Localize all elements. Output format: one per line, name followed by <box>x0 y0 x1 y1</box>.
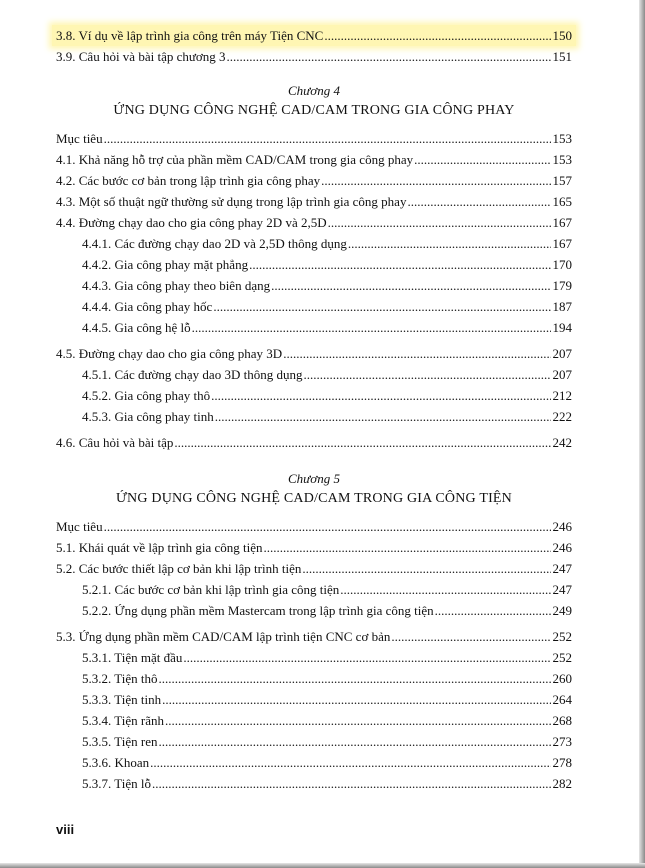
toc-entry-page: 252 <box>552 629 572 644</box>
dot-leader <box>264 537 551 558</box>
toc-entry-muc-tieu <box>56 128 572 149</box>
toc-entry-page: 153 <box>552 131 572 146</box>
toc-entry-page: 167 <box>552 215 572 230</box>
toc-entry-4-5-2 <box>56 385 572 406</box>
toc-entry-4-5-1 <box>56 364 572 385</box>
toc-entry-4-4 <box>56 212 572 233</box>
toc-entry-page: 278 <box>552 755 572 770</box>
toc-entry-page: 273 <box>552 734 572 749</box>
toc-entry-label: 4.1. Khả năng hỗ trợ của phần mềm CAD/CAM trong gia công phay <box>56 152 414 167</box>
toc-entry-page: 157 <box>552 173 572 188</box>
toc-entry-label: 4.4.1. Các đường chạy dao 2D và 2,5D thông dụng <box>82 236 347 251</box>
toc-entry-label: 4.2. Các bước cơ bản trong lập trình gia công phay <box>56 173 321 188</box>
toc-entry-label: 4.5.1. Các đường chạy dao 3D thông dụng <box>82 367 303 382</box>
chapter-4-heading: ỨNG DỤNG CÔNG NGHỆ CAD/CAM TRONG GIA CÔNG PHAY <box>113 103 515 118</box>
dot-leader <box>158 731 551 752</box>
chapter-5-title: Chương 5 <box>288 471 340 486</box>
dot-leader <box>271 275 551 296</box>
toc-entry-5-1 <box>56 537 572 558</box>
toc-entry-page: 260 <box>552 671 572 686</box>
dot-leader <box>391 626 551 647</box>
toc-entry-5-3-4 <box>56 710 572 731</box>
toc-entry-label: 5.3.5. Tiện ren <box>82 734 158 749</box>
toc-entry-page: 222 <box>552 409 572 424</box>
toc-entry-page: 151 <box>552 49 572 64</box>
toc-entry-page: 212 <box>552 388 572 403</box>
toc-entry-label: 5.3.2. Tiện thô <box>82 671 158 686</box>
toc-entry-page: 207 <box>552 346 572 361</box>
dot-leader <box>324 25 551 46</box>
dot-leader <box>174 432 551 453</box>
dot-leader <box>340 579 551 600</box>
toc-entry-label: 4.4. Đường chạy dao cho gia công phay 2D và 2,5D <box>56 215 327 230</box>
toc-entry-5-2-1 <box>56 579 572 600</box>
toc-entry-label: 3.8. Ví dụ về lập trình gia công trên máy Tiện CNC <box>56 28 324 43</box>
dot-leader <box>192 317 551 338</box>
toc-entry-4-5 <box>56 343 572 364</box>
dot-leader <box>348 233 551 254</box>
toc-entry-label: 5.3.1. Tiện mặt đầu <box>82 650 183 665</box>
toc-entry-5-3-3 <box>56 689 572 710</box>
toc-entry-page: 247 <box>552 582 572 597</box>
dot-leader <box>283 343 551 364</box>
toc-entry-4-4-4 <box>56 296 572 317</box>
toc-entry-page: 165 <box>552 194 572 209</box>
toc-entry-label: 5.2.2. Ứng dụng phần mềm Mastercam trong lập trình gia công tiện <box>82 603 434 618</box>
dot-leader <box>328 212 551 233</box>
toc-entry-4-5-3 <box>56 406 572 427</box>
toc-entry-page: 207 <box>552 367 572 382</box>
toc-entry-page: 264 <box>552 692 572 707</box>
dot-leader <box>183 647 551 668</box>
chapter-5-heading: ỨNG DỤNG CÔNG NGHỆ CAD/CAM TRONG GIA CÔNG TIỆN <box>116 491 512 506</box>
toc-entry-page: 252 <box>552 650 572 665</box>
dot-leader <box>159 668 552 689</box>
toc-entry-label: 5.3. Ứng dụng phần mềm CAD/CAM lập trình tiện CNC cơ bản <box>56 629 391 644</box>
toc-entry-label: Mục tiêu <box>56 519 103 534</box>
toc-entry-4-4-1 <box>56 233 572 254</box>
toc-entry-4-4-5 <box>56 317 572 338</box>
dot-leader <box>303 364 551 385</box>
toc-entry-label: 5.3.4. Tiện rãnh <box>82 713 164 728</box>
toc-entry-3-8 <box>52 25 576 46</box>
toc-entry-5-2 <box>56 558 572 579</box>
dot-leader <box>165 710 551 731</box>
toc-entry-5-3-6 <box>56 752 572 773</box>
toc-entry-5-3-2 <box>56 668 572 689</box>
table-of-contents <box>56 25 572 794</box>
toc-entry-page: 170 <box>552 257 572 272</box>
toc-entry-page: 268 <box>552 713 572 728</box>
toc-entry-label: 4.4.5. Gia công hệ lỗ <box>82 320 191 335</box>
toc-entry-label: 4.4.3. Gia công phay theo biên dạng <box>82 278 271 293</box>
toc-entry-page: 242 <box>552 435 572 450</box>
dot-leader <box>162 689 551 710</box>
toc-entry-page: 179 <box>552 278 572 293</box>
dot-leader <box>321 170 551 191</box>
toc-entry-page: 247 <box>552 561 572 576</box>
toc-entry-4-3 <box>56 191 572 212</box>
toc-entry-3-9 <box>56 46 572 67</box>
toc-entry-page: 249 <box>552 603 572 618</box>
toc-entry-label: Mục tiêu <box>56 131 103 146</box>
toc-entry-label: 4.5. Đường chạy dao cho gia công phay 3D <box>56 346 283 361</box>
toc-entry-label: 4.5.3. Gia công phay tinh <box>82 409 214 424</box>
dot-leader <box>213 296 551 317</box>
toc-entry-page: 194 <box>552 320 572 335</box>
toc-entry-page: 246 <box>552 519 572 534</box>
dot-leader <box>215 406 551 427</box>
toc-entry-page: 187 <box>552 299 572 314</box>
dot-leader <box>227 46 551 67</box>
toc-entry-4-6 <box>56 432 572 453</box>
toc-entry-4-2 <box>56 170 572 191</box>
toc-entry-label: 5.3.7. Tiện lỗ <box>82 776 151 791</box>
toc-entry-5-3 <box>56 626 572 647</box>
toc-entry-page: 282 <box>552 776 572 791</box>
toc-entry-label: 4.3. Một số thuật ngữ thường sử dụng trong lập trình gia công phay <box>56 194 407 209</box>
dot-leader <box>104 516 551 537</box>
toc-entry-4-4-3 <box>56 275 572 296</box>
toc-entry-label: 5.3.6. Khoan <box>82 755 150 770</box>
toc-entry-4-4-2 <box>56 254 572 275</box>
toc-entry-page: 150 <box>552 28 572 43</box>
dot-leader <box>302 558 551 579</box>
toc-entry-label: 5.2.1. Các bước cơ bản khi lập trình gia công tiện <box>82 582 340 597</box>
toc-entry-page: 153 <box>552 152 572 167</box>
toc-entry-label: 4.4.2. Gia công phay mặt phẳng <box>82 257 249 272</box>
dot-leader <box>104 128 551 149</box>
toc-entry-label: 5.2. Các bước thiết lập cơ bản khi lập trình tiện <box>56 561 302 576</box>
toc-entry-label: 4.4.4. Gia công phay hốc <box>82 299 213 314</box>
chapter-4-title: Chương 4 <box>288 83 340 98</box>
toc-entry-label: 4.5.2. Gia công phay thô <box>82 388 211 403</box>
toc-entry-5-3-5 <box>56 731 572 752</box>
toc-entry-label: 5.1. Khái quát về lập trình gia công tiện <box>56 540 263 555</box>
dot-leader <box>407 191 551 212</box>
toc-entry-5-3-1 <box>56 647 572 668</box>
toc-entry-page: 167 <box>552 236 572 251</box>
dot-leader <box>414 149 551 170</box>
dot-leader <box>152 773 551 794</box>
toc-entry-5-3-7 <box>56 773 572 794</box>
dot-leader <box>435 600 551 621</box>
toc-entry-page: 246 <box>552 540 572 555</box>
page-number: viii <box>56 822 75 837</box>
dot-leader <box>150 752 551 773</box>
dot-leader <box>211 385 551 406</box>
toc-entry-4-1 <box>56 149 572 170</box>
toc-entry-label: 5.3.3. Tiện tinh <box>82 692 162 707</box>
toc-entry-label: 3.9. Câu hỏi và bài tập chương 3 <box>56 49 226 64</box>
dot-leader <box>249 254 551 275</box>
toc-entry-muc-tieu <box>56 516 572 537</box>
toc-entry-5-2-2 <box>56 600 572 621</box>
page-edge-bottom <box>0 863 645 868</box>
toc-entry-label: 4.6. Câu hỏi và bài tập <box>56 435 174 450</box>
page-edge-right <box>639 0 645 868</box>
